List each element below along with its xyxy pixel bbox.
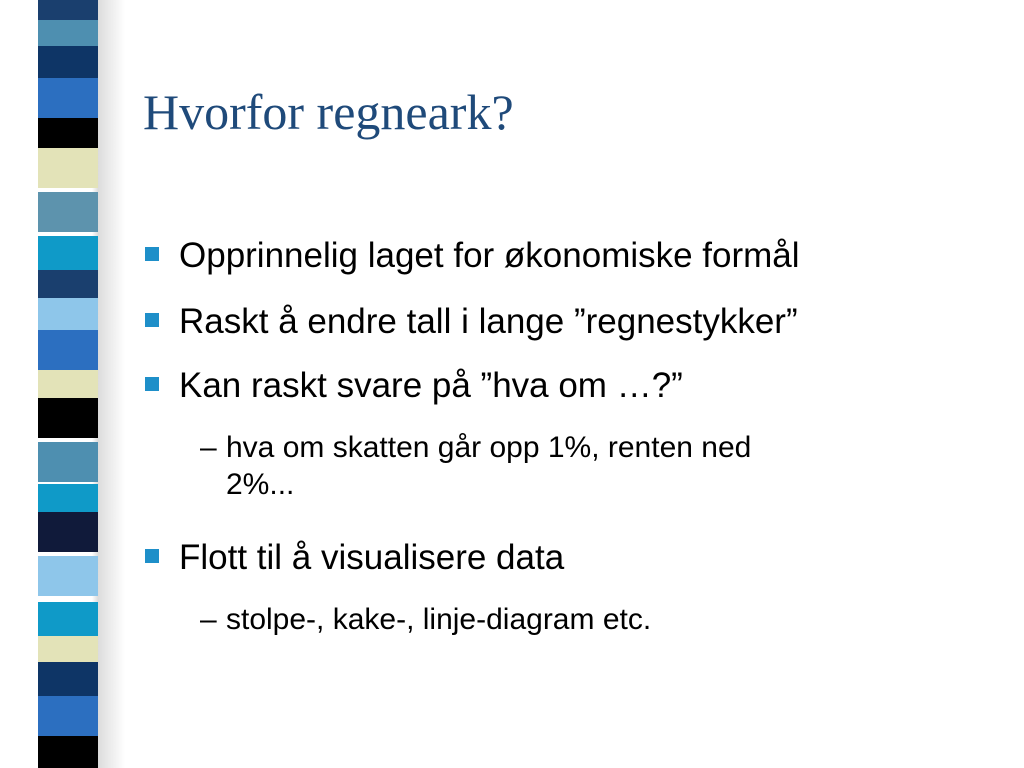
dash-marker: – xyxy=(200,603,217,636)
bullet-text: Kan raskt svare på ”hva om …?” xyxy=(179,366,683,405)
band-stripe xyxy=(38,556,98,596)
decorative-striped-band xyxy=(38,0,98,768)
square-bullet-icon xyxy=(145,247,159,261)
bullet-item xyxy=(145,366,683,406)
band-stripe xyxy=(38,148,98,188)
band-stripe xyxy=(38,192,98,232)
square-bullet-icon xyxy=(145,549,159,563)
bullet-text: Flott til å visualisere data xyxy=(179,538,565,577)
sub-bullet-text-continuation: 2%... xyxy=(226,467,295,501)
square-bullet-icon xyxy=(145,313,159,327)
sub-bullet-text: stolpe-, kake-, linje-diagram etc. xyxy=(226,603,652,636)
bullet-item xyxy=(145,236,800,276)
band-stripe xyxy=(38,78,98,118)
band-stripe xyxy=(38,442,98,482)
bullet-text: Opprinnelig laget for økonomiske formål xyxy=(179,236,800,275)
bullet-item xyxy=(145,302,798,342)
band-stripe xyxy=(38,736,98,768)
band-stripe xyxy=(38,398,98,438)
bullet-item xyxy=(145,538,564,578)
band-stripe xyxy=(38,330,98,370)
band-stripe xyxy=(38,696,98,736)
sub-bullet-item xyxy=(200,602,980,639)
sub-bullet-text: hva om skatten går opp 1%, renten ned xyxy=(226,431,752,464)
dash-marker: – xyxy=(200,431,217,464)
bullet-text: Raskt å endre tall i lange ”regnestykker” xyxy=(179,302,798,341)
square-bullet-icon xyxy=(145,377,159,391)
slide-title: Hvorfor regneark? xyxy=(143,84,514,140)
band-stripe xyxy=(38,512,98,552)
sub-bullet-item xyxy=(200,430,980,503)
